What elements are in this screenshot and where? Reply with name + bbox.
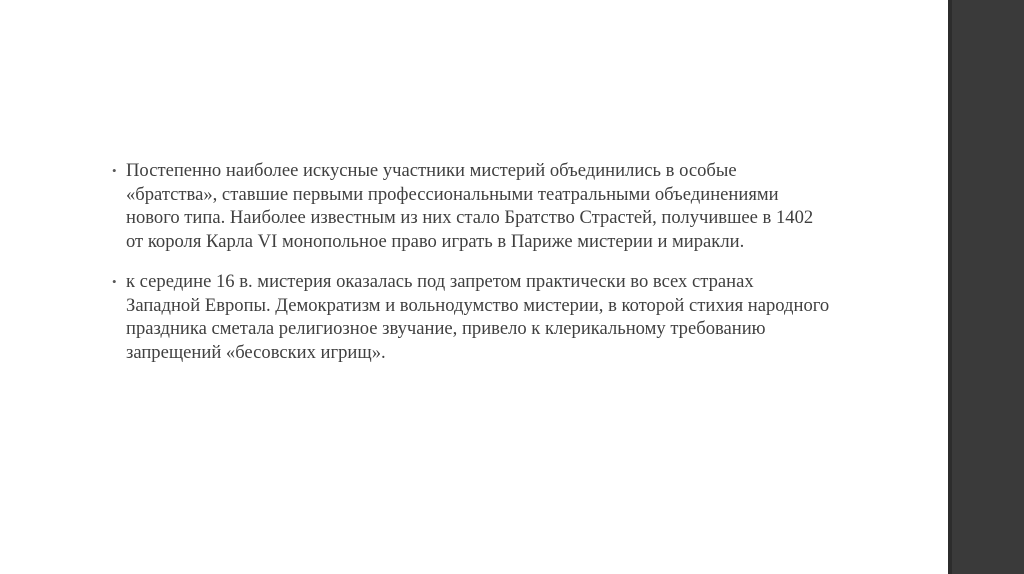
- side-panel: [948, 0, 1024, 574]
- bullet-icon: •: [112, 163, 117, 178]
- bullet-text-2: к середине 16 в. мистерия оказалась под запретом практически во всех странах Западной Европы. Демократизм и вольнодумство мистерии, в которой стихия народного праздника сметала религиозное звучание, привело к клерикальному требованию запрещений «бесовских игрищ».: [126, 271, 830, 363]
- bullet-item-2: [110, 270, 830, 364]
- side-panel-edge: [948, 0, 952, 574]
- bullet-icon: •: [112, 274, 117, 289]
- bullet-list: [110, 159, 830, 381]
- bullet-text-1: Постепенно наиболее искусные участники мистерий объединились в особые «братства», ставшие первыми профессиональными театральными объединениями нового типа. Наиболее известным из них стало Братство Страстей, получившее в 1402 от короля Карла VI монопольное право играть в Париже мистерии и миракли.: [126, 160, 814, 252]
- bullet-item-1: [110, 159, 830, 253]
